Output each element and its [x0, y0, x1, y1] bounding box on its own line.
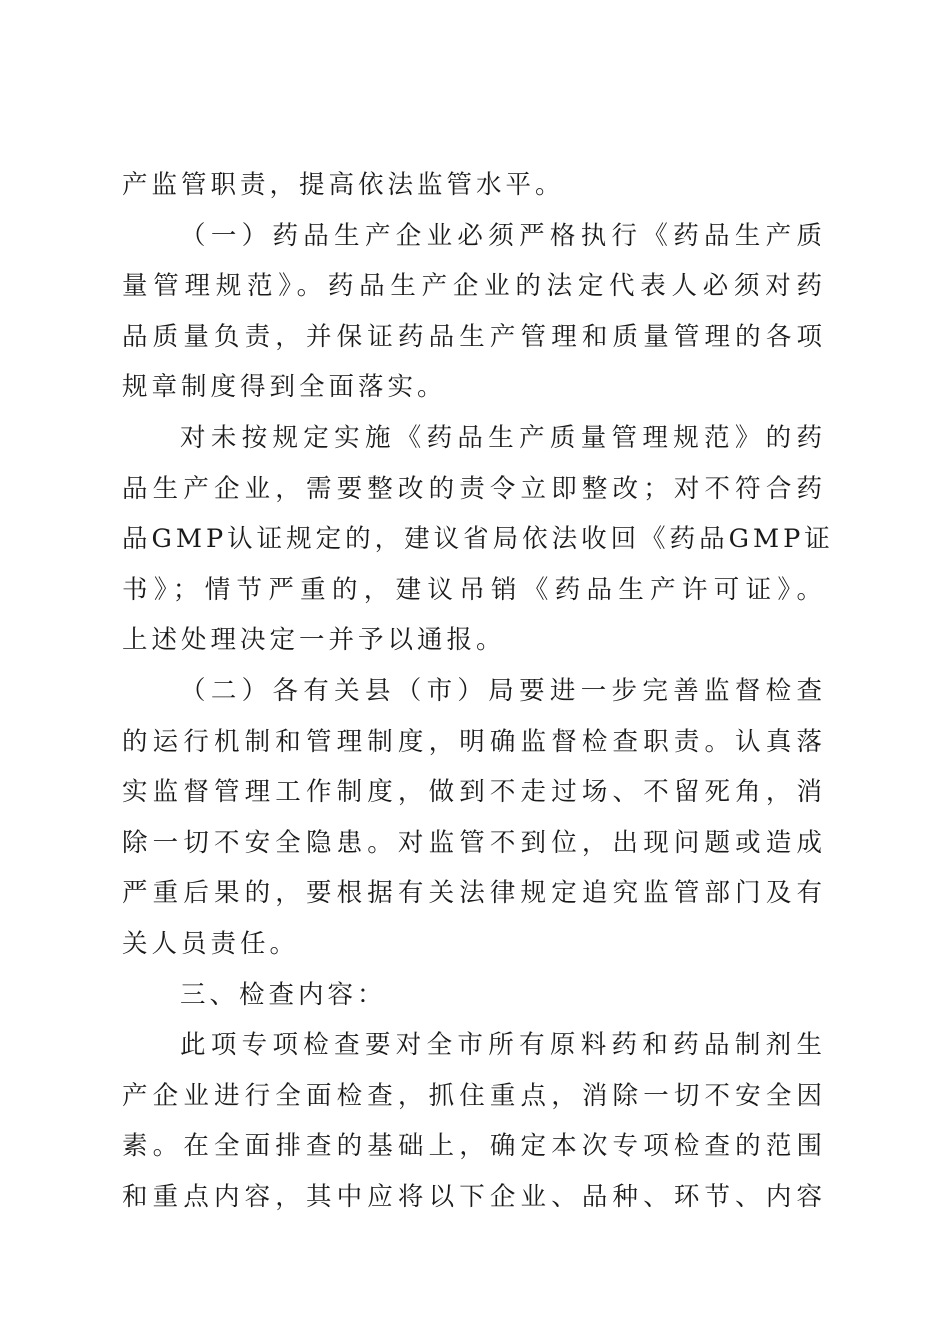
text-line: 品生产企业，需要整改的责令立即整改；对不符合药: [122, 473, 826, 504]
text-line: 关人员责任。: [122, 928, 300, 959]
text-line: 上述处理决定一并予以通报。: [122, 625, 506, 656]
text-line: 品质量负责，并保证药品生产管理和质量管理的各项: [122, 321, 826, 352]
text-line: 量管理规范》。药品生产企业的法定代表人必须对药: [122, 271, 826, 302]
text-line: 素。在全面排查的基础上，确定本次专项检查的范围: [122, 1131, 826, 1162]
text-line: 对未按规定实施《药品生产质量管理规范》的药: [180, 422, 826, 453]
text-line: 除一切不安全隐患。对监管不到位，出现问题或造成: [122, 827, 826, 858]
text-line: 产企业进行全面检查，抓住重点，消除一切不安全因: [122, 1080, 826, 1111]
text-line: 规章制度得到全面落实。: [122, 372, 447, 403]
document-body: [122, 160, 834, 1222]
text-line: 此项专项检查要对全市所有原料药和药品制剂生: [180, 1030, 826, 1061]
text-line: 产监管职责，提高依法监管水平。: [122, 170, 565, 200]
text-line: 实监督管理工作制度，做到不走过场、不留死角，消: [122, 777, 826, 808]
text-line: 品GMP认证规定的，建议省局依法收回《药品GMP证: [122, 524, 834, 555]
text-line: 严重后果的，要根据有关法律规定追究监管部门及有: [122, 878, 826, 909]
section-heading: 三、检查内容：: [180, 979, 387, 1010]
text-line: 书》；情节严重的，建议吊销《药品生产许可证》。: [122, 574, 826, 605]
text-line: 的运行机制和管理制度，明确监督检查职责。认真落: [122, 726, 826, 757]
text-line: （一）药品生产企业必须严格执行《药品生产质: [180, 220, 826, 251]
text-line: 和重点内容，其中应将以下企业、品种、环节、内容: [122, 1181, 826, 1212]
text-line: （二）各有关县（市）局要进一步完善监督检查: [180, 675, 826, 706]
